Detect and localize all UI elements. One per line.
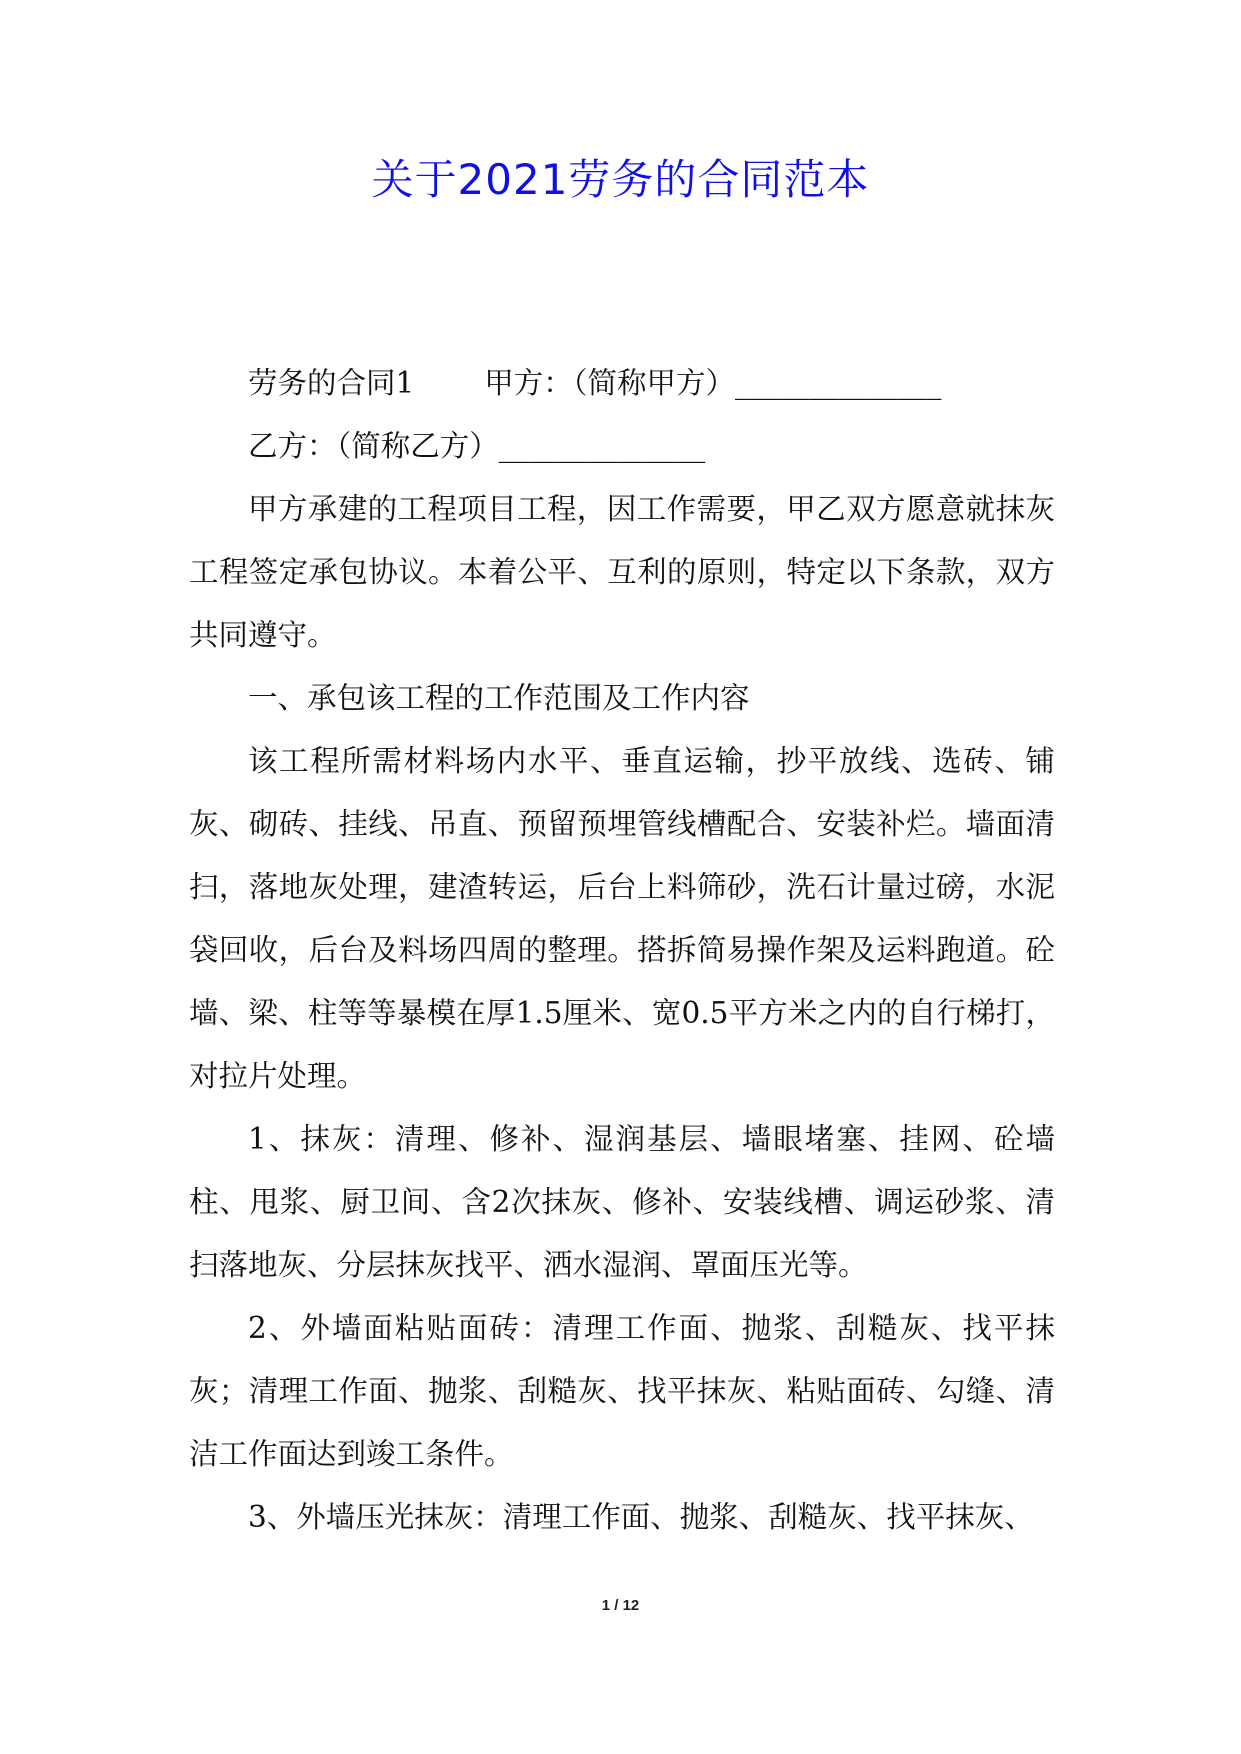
document-title: 关于2021劳务的合同范本: [371, 155, 870, 204]
item-2-paragraph: 2、外墙面粘贴面砖：清理工作面、抛浆、刮糙灰、找平抹灰；清理工作面、抛浆、刮糙灰、找平抹灰、粘贴面砖、勾缝、清洁工作面达到竣工条件。: [189, 1311, 1055, 1471]
contract-heading-label: 劳务的合同1: [248, 366, 415, 400]
intro-paragraph: 甲方承建的工程项目工程，因工作需要，甲乙双方愿意就抹灰工程签定承包协议。本着公平、互利的原则，特定以下条款，双方共同遵守。: [189, 492, 1055, 652]
party-a-line: 甲方：（简称甲方）______________: [484, 366, 942, 400]
item-1-paragraph: 1、抹灰：清理、修补、湿润基层、墙眼堵塞、挂网、砼墙柱、甩浆、厨卫间、含2次抹灰、修补、安装线槽、调运砂浆、清扫落地灰、分层抹灰找平、洒水湿润、罩面压光等。: [189, 1122, 1055, 1282]
document-body: [189, 352, 1055, 1549]
contract-header-line: [189, 352, 1055, 415]
page-number: 1 / 12: [601, 1597, 640, 1614]
item-3-paragraph: 3、外墙压光抹灰：清理工作面、抛浆、刮糙灰、找平抹灰、: [248, 1500, 1034, 1534]
section-1-paragraph: 该工程所需材料场内水平、垂直运输，抄平放线、选砖、铺灰、砌砖、挂线、吊直、预留预埋管线槽配合、安装补烂。墙面清扫，落地灰处理，建渣转运，后台上料筛砂，洗石计量过磅，水泥袋回收，后台及料场四周的整理。搭拆简易操作架及运料跑道。砼墙、梁、柱等等暴模在厚1.5厘米、宽0.5平方米之内的自行梯打，对拉片处理。: [189, 744, 1055, 1093]
section-1-heading: 一、承包该工程的工作范围及工作内容: [248, 681, 750, 715]
party-b-line: 乙方：（简称乙方）______________: [248, 429, 706, 463]
